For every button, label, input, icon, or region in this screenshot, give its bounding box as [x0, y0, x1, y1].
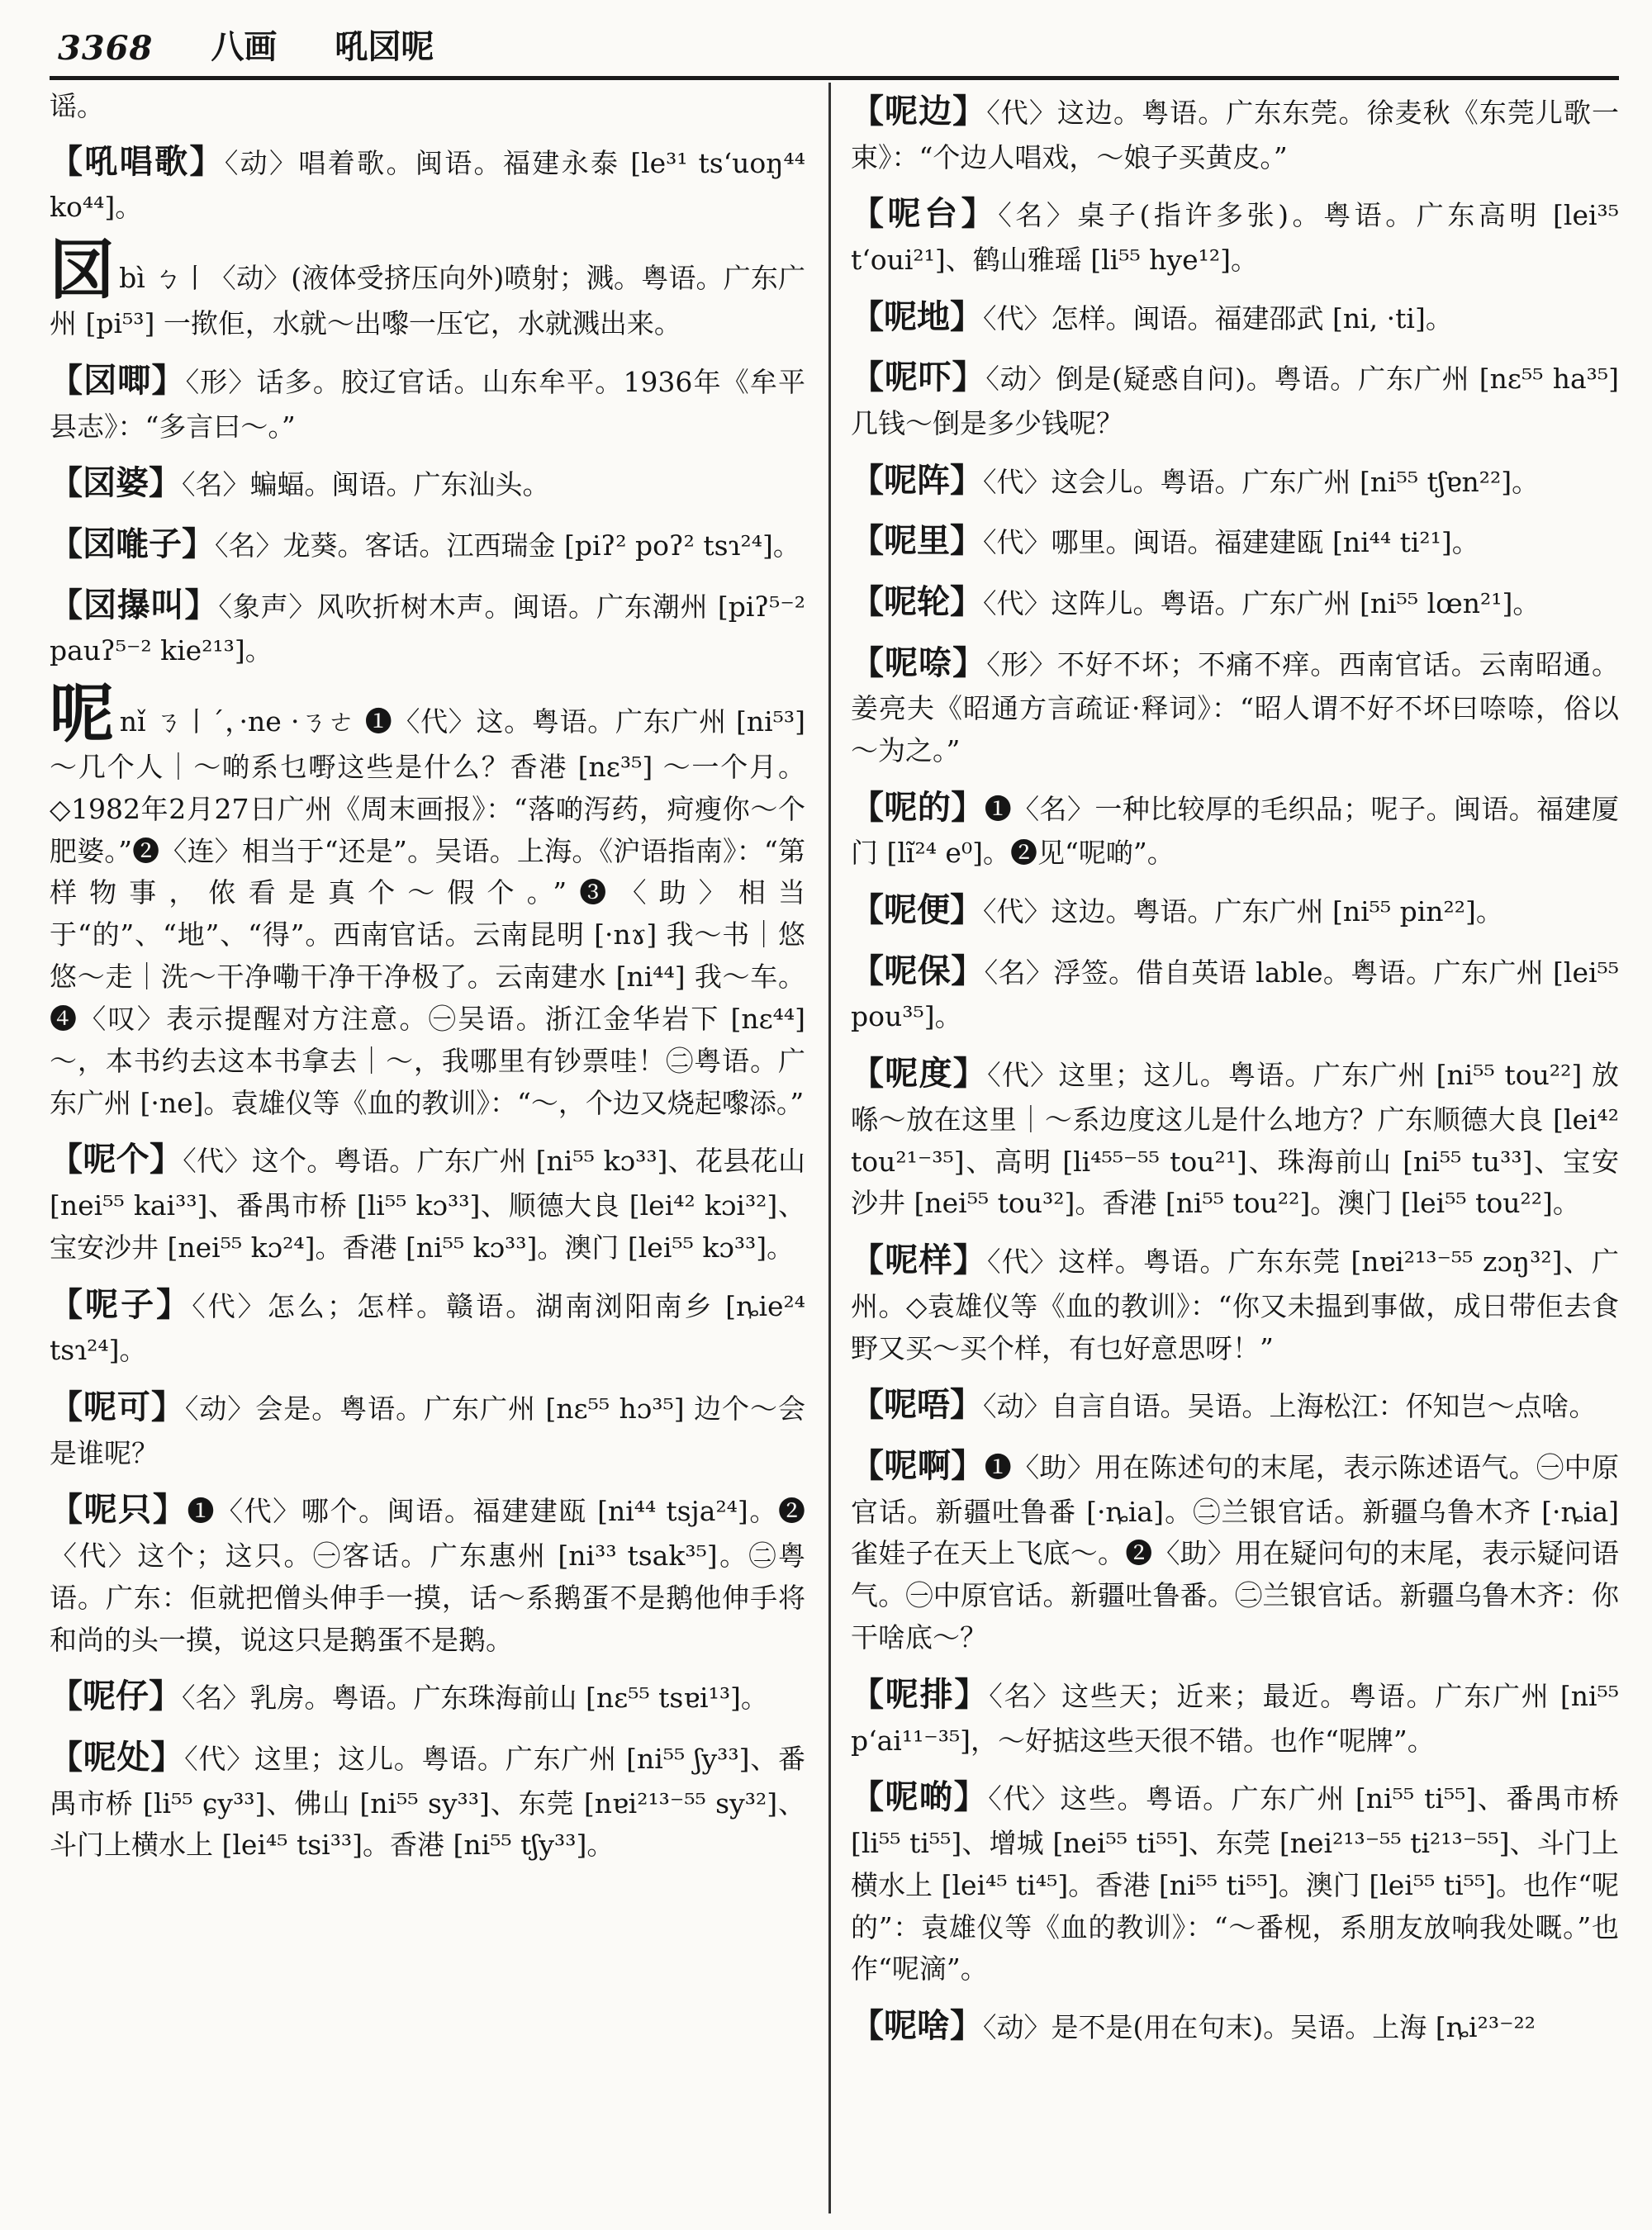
right-column	[851, 86, 1619, 2062]
entry-headword: 【㘝唧】	[50, 361, 186, 401]
entry-headword: 【呢台】	[851, 194, 999, 234]
entry-headword: 【呢个】	[50, 1140, 183, 1179]
entry-definition: 〈代〉这边。粤语。广东东莞。徐麦秋《东莞儿歌一束》：“个边人唱戏，～娘子买黄皮。”	[851, 97, 1620, 173]
dictionary-entry	[851, 515, 1619, 567]
entry-headword: 【呢排】	[851, 1674, 990, 1714]
entry-headword: 【呢唔】	[851, 1385, 983, 1425]
page-header	[58, 20, 1619, 68]
entry-headword: 【呢啊】	[851, 1446, 985, 1486]
entry-definition: 〈名〉浮签。借自英语 lable。粤语。广东广州 [lei⁵⁵ pou³⁵]。	[851, 956, 1620, 1033]
column-divider	[828, 83, 831, 2213]
dictionary-entry	[851, 1235, 1619, 1369]
dictionary-entry	[851, 885, 1619, 936]
entry-headword: 【呢啲】	[851, 1777, 989, 1817]
entry-definition: 〈动〉唱着歌。闽语。福建永泰 [le³¹ tsʻuoŋ⁴⁴ ko⁴⁴]。	[50, 146, 806, 224]
entry-headword: 【呢保】	[851, 951, 985, 990]
entry-headword: 【呢里】	[851, 521, 983, 561]
entry-headword: 【呢处】	[50, 1738, 185, 1777]
entry-definition: 〈代〉这里；这儿。粤语。广东广州 [ni⁵⁵ tou²²] 放喺～放在这里｜～系边度这儿是什么地方？广东顺德大良 [lei⁴² tou²¹⁻³⁵]、高明 [li⁴⁵⁵⁻⁵⁵ tou²¹]、珠海前山 [ni⁵⁵ tu³³]、宝安沙井 [nei⁵⁵ tou³²]。香港 [ni⁵⁵ tou²²]。澳门 [lei⁵⁵ tou²²]。	[851, 1059, 1620, 1220]
entry-headword: 【呢阵】	[851, 460, 983, 500]
entry-definition: 〈代〉这样。粤语。广东东莞 [nɐi²¹³⁻⁵⁵ zɔŋ³²]、广州。◇袁雄仪等《血的教训》：“你又未揾到事做，成日带佢去食野又买～买个样，有乜好意思呀！”	[851, 1245, 1619, 1364]
dictionary-entry	[50, 1279, 805, 1372]
dictionary-entry	[851, 576, 1619, 628]
entry-definition: ❶〈代〉哪个。闽语。福建建瓯 [ni⁴⁴ tsja²⁴]。❷〈代〉这个；这只。㊀客话。广东惠州 [ni³³ tsak³⁵]。㊁粤语。广东：佢就把僧头伸手一摸，话～系鹅蛋不是鹅他伸手将和尚的头一摸，说这只是鹅蛋不是鹅。	[50, 1495, 806, 1656]
dictionary-entry	[50, 1382, 805, 1474]
entry-headword: 【呢度】	[851, 1054, 988, 1094]
entry-definition: 〈动〉会是。粤语。广东广州 [nɛ⁵⁵ hɔ³⁵] 边个～会是谁呢？	[50, 1392, 805, 1469]
entry-definition: 〈代〉这阵儿。粤语。广东广州 [ni⁵⁵ lœn²¹]。	[983, 587, 1540, 619]
dictionary-entry	[851, 1669, 1619, 1762]
entry-headword: 【呢的】	[851, 787, 985, 827]
head-character: 㘝	[50, 233, 115, 309]
entry-definition: nǐ ㄋ丨ˊ，·ne ·ㄋㄜ ❶〈代〉这。粤语。广东广州 [ni⁵³] ～几个人｜～啲系乜嘢这些是什么？香港 [nɛ³⁵] ～一个月。◇1982年2月27日广州《周末画报》：“落啲泻药，疴瘦你～个肥婆。”❷〈连〉相当于“还是”。吴语。上海。《沪语指南》：“第样物事，侬看是真个～假个。”❸〈助〉相当于“的”、“地”、“得”。西南官话。云南昆明 [·nɤ] 我～书｜悠悠～走｜洗～干净嘞干净干净极了。云南建水 [ni⁴⁴] 我～车。❹〈叹〉表示提醒对方注意。㊀吴语。浙江金华岩下 [nɛ⁴⁴] ～，本书约去这本书拿去｜～，我哪里有钞票哇！㊁粤语。广东广州 [·ne]。袁雄仪等《血的教训》：“～，个边又烧起嚟添。”	[50, 705, 805, 1119]
entry-headword: 【呢只】	[50, 1490, 188, 1530]
dictionary-entry	[851, 1048, 1619, 1225]
dictionary-entry	[50, 519, 805, 570]
entry-headword: 【呢子】	[50, 1284, 192, 1324]
dictionary-entry	[50, 1484, 805, 1661]
section-label: 八画	[211, 27, 278, 66]
entry-definition: 〈代〉这个。粤语。广东广州 [ni⁵⁵ kɔ³³]、花县花山 [nei⁵⁵ kai³³]、番禺市桥 [li⁵⁵ kɔ³³]、顺德大良 [lei⁴² kɔi³²]、宝安沙井 [nei⁵⁵ kɔ²⁴]。香港 [ni⁵⁵ kɔ³³]。澳门 [lei⁵⁵ kɔ³³]。	[50, 1145, 805, 1264]
entry-definition: 〈名〉蝙蝠。闽语。广东汕头。	[182, 468, 550, 501]
dictionary-entry	[851, 455, 1619, 506]
entry-definition: 〈代〉这些。粤语。广东广州 [ni⁵⁵ ti⁵⁵]、番禺市桥 [li⁵⁵ ti⁵⁵]、增城 [nei⁵⁵ ti⁵⁵]、东莞 [nei²¹³⁻⁵⁵ ti²¹³⁻⁵⁵]、斗门上横水上 [lei⁴⁵ ti⁴⁵]。香港 [ni⁵⁵ ti⁵⁵]。澳门 [lei⁵⁵ ti⁵⁵]。也作“呢的”：袁雄仪等《血的教训》：“～番枧，系朋友放响我处嘅。”也作“呢滴”。	[851, 1782, 1619, 1986]
entry-definition: 〈动〉是不是(用在句末)。吴语。上海 [ȵi²³⁻²²	[983, 2011, 1536, 2044]
dictionary-entry	[50, 1732, 805, 1867]
entry-headword: 【㘝𠹌子】	[50, 524, 215, 564]
dictionary-entry	[50, 580, 805, 672]
entry-headword: 【呢轮】	[851, 582, 983, 621]
dictionary-entry	[851, 292, 1619, 343]
dictionary-entry	[50, 458, 805, 509]
entry-definition: 〈代〉怎样。闽语。福建邵武 [ni, ·ti]。	[983, 301, 1453, 334]
entry-headword: 【呢吓】	[851, 358, 986, 397]
entry-headword: 【呢仔】	[50, 1677, 182, 1716]
head-character: 呢	[50, 676, 115, 752]
header-characters: 吼㘝呢	[335, 27, 434, 66]
dictionary-entry	[50, 676, 805, 1124]
dictionary-entry	[851, 782, 1619, 875]
dictionary-entry	[851, 1440, 1619, 1659]
entry-definition: 〈动〉自言自语。吴语。上海松江：伓知岂～点啥。	[983, 1390, 1597, 1423]
entry-definition: bì ㄅ丨〈动〉(液体受挤压向外)喷射；溅。粤语。广东广州 [pi⁵³] 一揿佢，水就～出嚟一压它，水就溅出来。	[50, 262, 805, 340]
dictionary-entry	[851, 1379, 1619, 1431]
dictionary-entry	[50, 1134, 805, 1269]
entry-headword: 【呢便】	[851, 890, 983, 930]
entry-headword: 【呢啥】	[851, 2006, 983, 2046]
entry-definition: 〈代〉这边。粤语。广东广州 [ni⁵⁵ pin²²]。	[983, 895, 1503, 928]
dictionary-entry	[50, 233, 805, 345]
entry-headword: 【呢样】	[851, 1241, 987, 1280]
dictionary-entry	[851, 86, 1619, 178]
entry-definition: 〈名〉乳房。粤语。广东珠海前山 [nɛ⁵⁵ tsɐi¹³]。	[182, 1682, 768, 1715]
dictionary-entry	[50, 1671, 805, 1722]
dictionary-entry	[851, 638, 1619, 772]
dictionary-entry	[50, 86, 805, 128]
entry-definition: ❶〈助〉用在陈述句的末尾，表示陈述语气。㊀中原官话。新疆吐鲁番 [·ȵia]。㊁兰银官话。新疆乌鲁木齐 [·ȵia] 雀娃子在天上飞底～。❷〈助〉用在疑问句的末尾，表示疑问语气。㊀中原官话。新疆吐鲁番。㊁兰银官话。新疆乌鲁木齐：你干啥底～？	[851, 1451, 1620, 1654]
entry-definition: 〈名〉桌子(指许多张)。粤语。广东高明 [lei³⁵ tʻoui²¹]、鹤山雅瑶 [li⁵⁵ hye¹²]。	[851, 199, 1619, 276]
entry-definition: ❶〈名〉一种比较厚的毛织品；呢子。闽语。福建厦门 [lĩ²⁴ e⁰]。❷见“呢啲”。	[851, 792, 1620, 870]
dictionary-entry	[851, 1772, 1619, 1990]
entry-definition: 谣。	[50, 90, 104, 122]
entry-definition: 〈代〉哪里。闽语。福建建瓯 [ni⁴⁴ ti²¹]。	[983, 526, 1479, 559]
page-number: 3368	[58, 29, 154, 68]
dictionary-entry	[50, 136, 805, 229]
left-column	[50, 86, 805, 1877]
entry-headword: 【呢㖠】	[851, 643, 987, 682]
entry-headword: 【呢可】	[50, 1387, 185, 1426]
entry-headword: 【呢边】	[851, 92, 987, 130]
dictionary-entry	[851, 188, 1619, 281]
entry-headword: 【㘝㩧叫】	[50, 585, 219, 624]
dictionary-entry	[851, 946, 1619, 1038]
entry-definition: 〈代〉这会儿。粤语。广东广州 [ni⁵⁵ tʃɐn²²]。	[983, 465, 1540, 498]
entry-definition: 〈形〉话多。胶辽官话。山东牟平。1936年《牟平县志》：“多言曰～。”	[50, 366, 806, 443]
header-rule	[50, 76, 1619, 80]
entry-headword: 【㘝婆】	[50, 463, 182, 503]
entry-definition: 〈代〉这里；这儿。粤语。广东广州 [ni⁵⁵ ʃy³³]、番禺市桥 [li⁵⁵ ɕy³³]、佛山 [ni⁵⁵ sy³³]、东莞 [nɐi²¹³⁻⁵⁵ sy³²]、斗门上横水上 [lei⁴⁵ tsi³³]。香港 [ni⁵⁵ tʃy³³]。	[50, 1743, 805, 1862]
entry-definition: 〈代〉怎么；怎样。赣语。湖南浏阳南乡 [ȵie²⁴ tsɿ²⁴]。	[50, 1289, 805, 1367]
dictionary-entry	[50, 355, 805, 448]
dictionary-entry	[851, 352, 1619, 444]
entry-definition: 〈形〉不好不坏；不痛不痒。西南官话。云南昭通。姜亮夫《昭通方言疏证·释词》：“昭人谓不好不坏曰㖠㖠，俗以～为之。”	[851, 648, 1620, 766]
entry-definition: 〈象声〉风吹折树木声。闽语。广东潮州 [piʔ⁵⁻² pauʔ⁵⁻² kie²¹³]。	[50, 590, 805, 667]
entry-definition: 〈动〉倒是(疑惑自问)。粤语。广东广州 [nɛ⁵⁵ ha³⁵] 几钱～倒是多少钱呢？	[851, 363, 1620, 439]
entry-definition: 〈名〉这些天；近来；最近。粤语。广东广州 [ni⁵⁵ pʻai¹¹⁻³⁵]，～好掂这些天很不错。也作“呢牌”。	[851, 1679, 1619, 1757]
entry-definition: 〈名〉龙葵。客话。江西瑞金 [piʔ² poʔ² tsɿ²⁴]。	[215, 529, 800, 562]
dictionary-entry	[851, 2000, 1619, 2052]
entry-headword: 【呢地】	[851, 297, 983, 336]
entry-headword: 【吼唱歌】	[50, 141, 225, 181]
